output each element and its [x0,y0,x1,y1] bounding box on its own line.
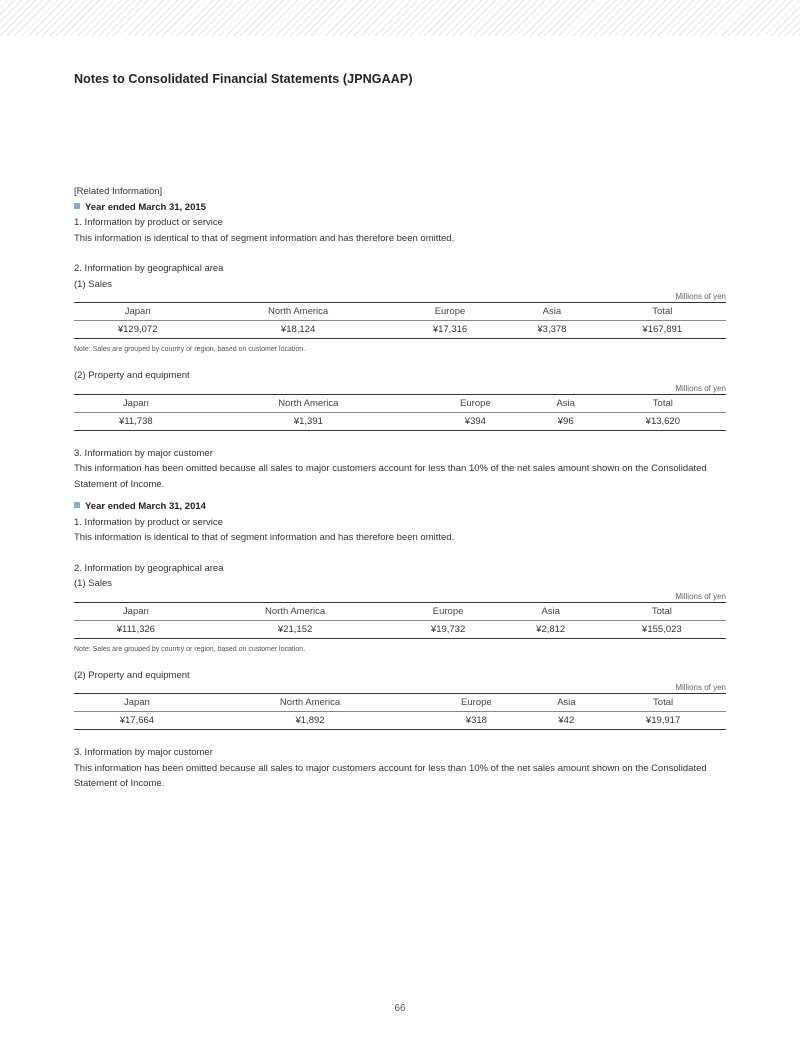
unit-label: Millions of yen [675,292,726,301]
period-heading [74,499,726,515]
column-header: Europe [420,694,532,712]
page-number: 66 [394,1003,406,1014]
period-heading-text: Year ended March 31, 2014 [85,501,206,512]
column-header: Europe [419,394,532,412]
column-header: Total [600,394,726,412]
geo-heading: 2. Information by geographical area [74,562,224,574]
column-header: Asia [505,303,598,321]
table-cell: ¥17,316 [395,321,505,339]
table-cell: ¥155,023 [598,620,726,638]
square-bullet-icon [74,203,80,209]
column-header: Japan [74,394,198,412]
square-bullet-icon [74,502,80,508]
product-text: This information is identical to that of segment information and has therefore been omitted. [74,232,455,244]
period-section-2014 [74,499,726,792]
property-table [74,394,726,431]
column-header: Asia [532,394,600,412]
table-header-row [74,602,726,620]
customer-heading: 3. Information by major customer [74,447,213,459]
sales-label: (1) Sales [74,278,113,290]
table-cell: ¥21,152 [198,620,393,638]
customer-text: Statement of Income. [74,778,165,789]
property-table [74,693,726,730]
column-header: North America [198,602,393,620]
column-header: Total [600,694,726,712]
period-section-2015 [74,200,726,493]
table-cell: ¥19,732 [393,620,504,638]
table-header-row [74,694,726,712]
decorative-header-band [0,0,800,36]
sales-table [74,602,726,639]
customer-text: This information has been omitted because all sales to major customers account for less than 10% of the net sales amount shown on the Consolidated [74,463,707,474]
column-header: Asia [532,694,600,712]
table-cell: ¥111,326 [74,620,198,638]
unit-label: Millions of yen [675,383,726,393]
table-cell: ¥1,892 [200,712,420,730]
table-cell: ¥167,891 [599,321,726,339]
table-cell: ¥13,620 [600,412,726,430]
table-cell: ¥129,072 [74,321,201,339]
sales-label: (1) Sales [74,578,113,589]
sales-note: Note: Sales are grouped by country or region, based on customer location. [74,346,306,353]
page-title: Notes to Consolidated Financial Statements (JPNGAAP) [74,72,413,86]
column-header: Japan [74,602,198,620]
table-cell: ¥18,124 [201,321,394,339]
period-heading [74,200,726,216]
table-row [74,620,726,638]
product-text: This information is identical to that of segment information and has therefore been omitted. [74,532,455,543]
table-row [74,321,726,339]
table-cell: ¥1,391 [198,412,419,430]
table-cell: ¥19,917 [600,712,726,730]
unit-label: Millions of yen [675,591,726,601]
table-header-row [74,303,726,321]
table-header-row [74,394,726,412]
column-header: Asia [504,602,598,620]
column-header: North America [200,694,420,712]
related-information-section [74,184,726,792]
column-header: North America [201,303,394,321]
table-cell: ¥3,378 [505,321,598,339]
sales-table [74,302,726,339]
product-heading: 1. Information by product or service [74,217,223,228]
column-header: Japan [74,303,201,321]
table-row [74,712,726,730]
related-info-label: [Related Information] [74,186,163,197]
column-header: Total [598,602,726,620]
table-cell: ¥318 [420,712,532,730]
property-label: (2) Property and equipment [74,669,190,681]
customer-text: This information has been omitted because all sales to major customers account for less than 10% of the net sales amount shown on the Consolidated [74,762,707,774]
column-header: Europe [393,602,504,620]
table-cell: ¥42 [532,712,600,730]
customer-heading: 3. Information by major customer [74,747,213,758]
property-label: (2) Property and equipment [74,370,190,381]
table-cell: ¥17,664 [74,712,200,730]
column-header: Europe [395,303,505,321]
table-cell: ¥2,812 [504,620,598,638]
unit-label: Millions of yen [675,683,726,692]
sales-note: Note: Sales are grouped by country or region, based on customer location. [74,645,306,653]
column-header: North America [198,394,419,412]
period-heading-text: Year ended March 31, 2015 [85,201,206,213]
customer-text: Statement of Income. [74,478,165,490]
column-header: Japan [74,694,200,712]
table-row [74,412,726,430]
table-cell: ¥11,738 [74,412,198,430]
geo-heading: 2. Information by geographical area [74,263,224,274]
column-header: Total [599,303,726,321]
product-heading: 1. Information by product or service [74,516,223,528]
table-cell: ¥394 [419,412,532,430]
table-cell: ¥96 [532,412,600,430]
